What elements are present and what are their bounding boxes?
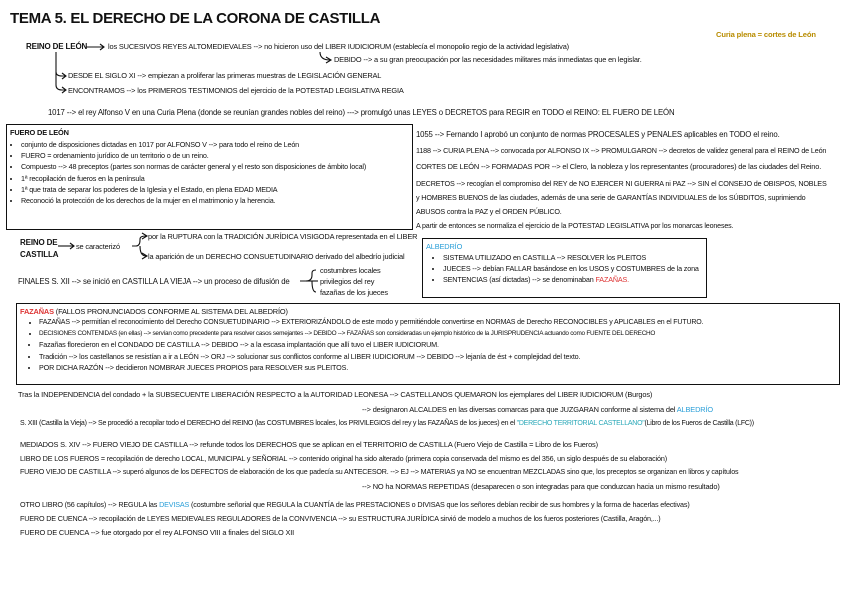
fazanas-item: • POR DICHA RAZÓN --> decidieron NOMBRAR JUECES PROPIOS para RESOLVER sus PLEITOS. xyxy=(39,362,703,373)
albedrio-item: • JUECES --> debían FALLAR basándose en los USOS y COSTUMBRES de la zona xyxy=(443,263,699,274)
bottom-line: LIBRO DE LOS FUEROS = recopilación de derecho LOCAL, MUNICIPAL y SEÑORIAL --> contenido original ha sido alterado (primera copia conservada del mismo es del 356, un siglo después de su elaboración) xyxy=(20,454,667,463)
fuero-item: • 1ª que trata de separar los poderes de la Iglesia y el Estado, en plena EDAD MEDIA xyxy=(21,184,366,195)
right-line: CORTES DE LEÓN --> FORMADAS POR --> el Clero, la nobleza y los representantes (procuradores) de las ciudades del Reino. xyxy=(416,162,822,171)
bottom-line: FUERO VIEJO DE CASTILLA --> superó algunos de los DEFECTOS de elaboración de los que padecía su ANTECESOR. --> EJ --> MATERIAS ya NO se encuentran MEZCLADAS sino que, los preceptos se organizan en libros y capítulos xyxy=(20,468,739,476)
bottom-line: --> NO ha NORMAS REPETIDAS (desaparecen o son integradas para que conduzcan hacia un mismo resultado) xyxy=(362,482,720,491)
fazanas-item: • DECISIONES CONTENIDAS (en ellas) --> servían como precedente para resolver casos semejantes --> DEBIDO --> FAZAÑAS son consideradas un ejemplo histórico de la JURISPRUDENCIA actuando como FUENTE DEL DERECHO xyxy=(39,328,703,339)
fazanas-item: • Fazañas florecieron en el CONDADO DE CASTILLA --> DEBIDO --> a la escasa implantación que allí tuvo el LIBER IUDICIORUM. xyxy=(39,339,703,350)
fazanas-box xyxy=(16,303,840,385)
albedrio-item: • SENTENCIAS (así dictadas) --> se denominaban FAZAÑAS. xyxy=(443,274,699,285)
right-line: 1055 --> Fernando I aprobó un conjunto de normas PROCESALES y PENALES aplicables en TODO el reino. xyxy=(416,130,780,139)
difusion-item: fazañas de los jueces xyxy=(320,288,388,297)
bottom-line: OTRO LIBRO (56 capítulos) --> REGULA las DEVISAS (costumbre señorial que REGULA la CUANTÍA de las PRESTACIONES o DIVISAS que los señores debían recibir de sus hombres y la forma de hacerlas efectivas) xyxy=(20,500,690,509)
fazanas-highlight: FAZAÑAS. xyxy=(595,275,630,285)
reino-leon-line5: 1017 --> el rey Alfonso V en una Curia Plena (donde se reunían grandes nobles del reino) ---> promulgó unas LEYES o DECRETOS para REGIR en TODO el REINO: EL FUERO DE LEÓN xyxy=(48,108,675,117)
difusion-item: privilegios del rey xyxy=(320,277,375,286)
fuero-leon-heading: FUERO DE LEÓN xyxy=(10,128,69,137)
fuero-item: • Compuesto --> 48 preceptos (partes son normas de carácter general y el resto son disposiciones de ámbito local) xyxy=(21,161,366,172)
bottom-line: FUERO DE CUENCA --> recopilación de LEYES MEDIEVALES REGULADORES de la CONVIVENCIA --> su ESTRUCTURA JURÍDICA sirvió de modelo a muchos de los fueros posteriores (Castilla, Aragón,...) xyxy=(20,514,661,523)
fazanas-heading: FAZAÑAS (FALLOS PRONUNCIADOS CONFORME AL SISTEMA DEL ALBEDRÍO) xyxy=(20,307,288,316)
difusion-item: costumbres locales xyxy=(320,266,381,275)
fuero-item: • FUERO = ordenamiento jurídico de un territorio o de un reino. xyxy=(21,150,366,161)
bottom-line: FUERO DE CUENCA --> fue otorgado por el rey ALFONSO VIII a finales del SIGLO XII xyxy=(20,528,295,537)
right-line: DECRETOS --> recogían el compromiso del REY de NO EJERCER NI GUERRA ni PAZ --> SIN el CONSEJO de OBISPOS, NOBLES xyxy=(416,179,827,188)
reino-leon-line3: DESDE EL SIGLO XI --> empiezan a proliferar las primeras muestras de LEGISLACIÓN GENERAL xyxy=(68,71,382,80)
albedrio-heading: ALBEDRÍO xyxy=(426,242,463,251)
albedrio-box xyxy=(422,238,707,298)
castilla-label-2: CASTILLA xyxy=(20,250,59,259)
finales-line: FINALES S. XII --> se inició en CASTILLA LA VIEJA --> un proceso de difusión de xyxy=(18,277,290,286)
reino-leon-line4: ENCONTRAMOS --> los PRIMEROS TESTIMONIOS del ejercicio de la POTESTAD LEGISLATIVA REGIA xyxy=(68,86,404,95)
reino-leon-line1: los SUCESIVOS REYES ALTOMEDIEVALES --> no hicieron uso del LIBER IUDICIORUM (establecía el monopolio regio de la actividad legislativa) xyxy=(108,42,569,51)
fuero-item: • conjunto de disposiciones dictadas en 1017 por ALFONSO V --> para todo el reino de León xyxy=(21,139,366,150)
castilla-branch-2: la aparición de un DERECHO CONSUETUDINARIO derivado del albedrío judicial xyxy=(148,252,405,261)
bottom-line: MEDIADOS S. XIV --> FUERO VIEJO DE CASTILLA --> refunde todos los DERECHOS que se aplican en el TERRITORIO de CASTILLA (Fuero Viejo de Castilla = Libro de los Fueros) xyxy=(20,440,598,449)
fuero-item: • Reconoció la protección de los derechos de la mujer en el matrimonio y la herencia. xyxy=(21,195,366,206)
bottom-line: --> designaron ALCALDES en las diversas comarcas para que JUZGARAN conforme al sistema del ALBEDRÍO xyxy=(362,405,713,414)
castilla-label-1: REINO DE xyxy=(20,238,58,247)
reino-leon-label: REINO DE LEÓN xyxy=(26,42,88,51)
right-line: 1188 --> CURIA PLENA --> convocada por ALFONSO IX --> PROMULGARON --> decretos de validez general para el REINO de León xyxy=(416,146,827,155)
castilla-mid: se caracterizó xyxy=(76,242,120,251)
fuero-item: • 1ª recopilación de fueros en la península xyxy=(21,173,366,184)
right-line: A partir de entonces se normaliza el ejercicio de la POTESTAD LEGISLATIVA por los monarcas leoneses. xyxy=(416,222,734,230)
fuero-leon-box xyxy=(6,124,413,230)
curia-note: Curia plena = cortes de León xyxy=(716,30,816,39)
fazanas-item: • FAZAÑAS --> permitían el reconocimiento del Derecho CONSUETUDINARIO --> EXTERIORIZÁNDOLO de este modo y permitiéndole convertirse en NORMAS de Derecho RECONOCIBLES y APLICABLES en el FUTURO. xyxy=(39,317,703,328)
bottom-line: Tras la INDEPENDENCIA del condado + la SUBSECUENTE LIBERACIÓN RESPECTO a la AUTORIDAD LEONESA --> CASTELLANOS QUEMARON los ejemplares del LIBER IUDICIORUM (Burgos) xyxy=(18,390,653,399)
right-line: y HOMBRES BUENOS de las ciudades, además de una serie de GARANTÍAS INDIVIDUALES de los SÚBDITOS, suprimiendo xyxy=(416,193,806,202)
bottom-line: S. XIII (Castilla la Vieja) --> Se procedió a recopilar todo el DERECHO del REINO (las COSTUMBRES locales, los PRIVILEGIOS del rey y las FAZAÑAS de los jueces) en el "DERECHO TERRITORIAL CASTELLANO"(Libro de los Fueros de Castilla (LFC)) xyxy=(20,420,754,427)
right-line: ABUSOS contra la PAZ y el ORDEN PÚBLICO. xyxy=(416,207,562,216)
page-title: TEMA 5. EL DERECHO DE LA CORONA DE CASTILLA xyxy=(10,10,381,27)
albedrio-item: • SISTEMA UTILIZADO en CASTILLA --> RESOLVER los PLEITOS xyxy=(443,252,699,263)
fazanas-item: • Tradición --> los castellanos se resistían a ir a LEÓN --> ORJ --> solucionar sus conflictos conforme al LIBER IUDICIORUM --> DEBIDO --> lejanía de ést + complejidad del texto. xyxy=(39,351,703,362)
reino-leon-line2: DEBIDO --> a su gran preocupación por las necesidades militares más inmediatas que en legislar. xyxy=(334,55,642,64)
castilla-branch-1: por la RUPTURA con la TRADICIÓN JURÍDICA VISIGODA representada en el LIBER xyxy=(148,232,418,241)
